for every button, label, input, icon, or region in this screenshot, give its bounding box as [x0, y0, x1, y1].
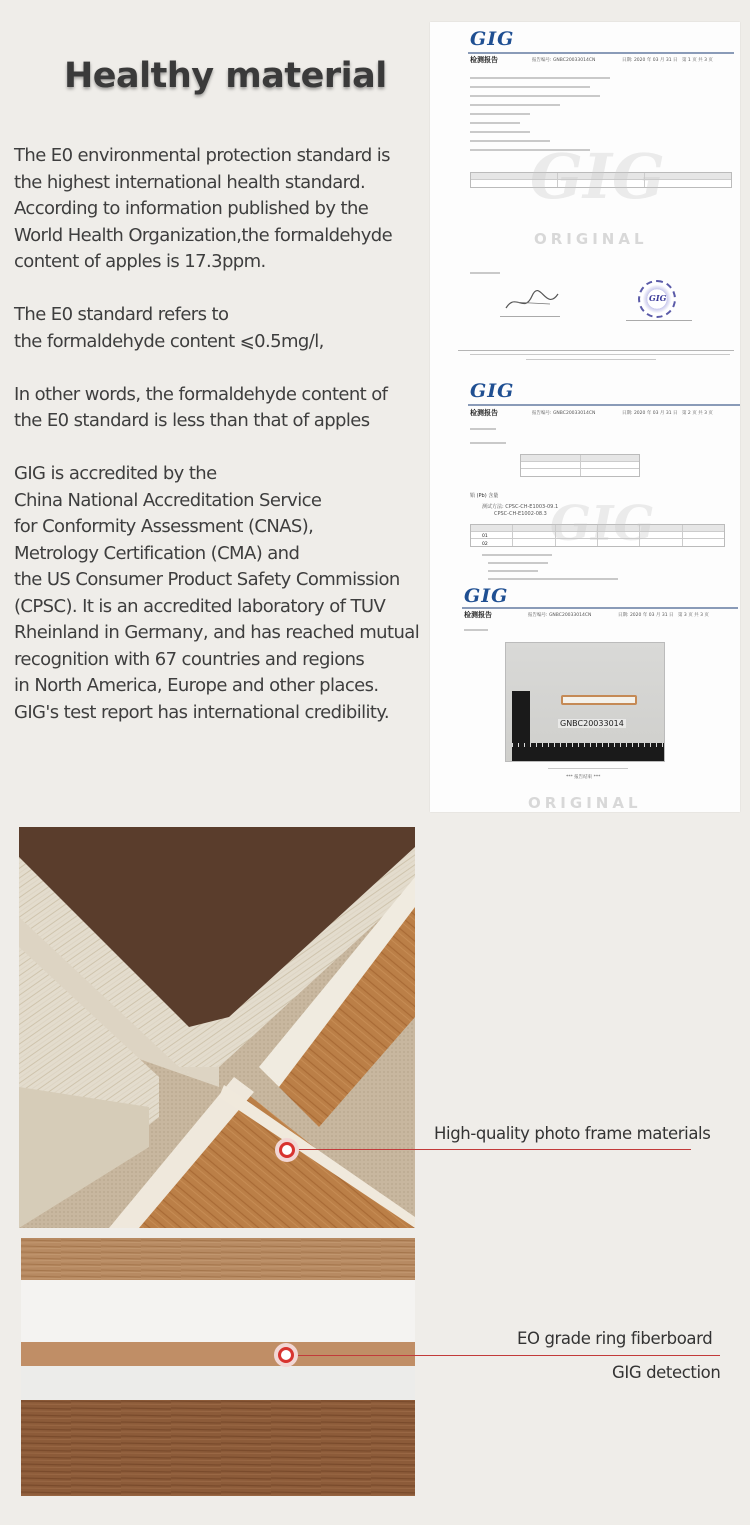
original-watermark: ORIGINAL — [528, 794, 642, 812]
text-line — [470, 131, 530, 133]
signature-image — [502, 286, 562, 316]
sample-strip — [561, 695, 637, 705]
gig-logo: GIG — [470, 380, 515, 402]
intro-paragraph-e0-standard: The E0 environmental protection standard is the highest international health standard. According to information published by the World Health Organization,the formaldehyde content of apples is 17.3ppm. — [14, 145, 393, 272]
seal-line — [626, 320, 692, 321]
text-line — [470, 77, 610, 79]
fiberboard-cross-section-photo — [21, 1238, 415, 1496]
page-headline: Healthy material — [64, 56, 387, 96]
sample-label: GNBC20033014 — [560, 719, 624, 728]
callout-frame-materials: High-quality photo frame materials — [434, 1124, 711, 1143]
report-page-number: 第 3 页 共 3 页 — [678, 613, 709, 618]
signature-line — [500, 316, 560, 317]
report-title: 检测报告 — [470, 56, 498, 64]
callout-dot-frame — [275, 1138, 299, 1162]
text-line — [470, 428, 496, 430]
report-title: 检测报告 — [470, 409, 498, 417]
report-header-rule — [468, 52, 734, 54]
callout-dot-fiberboard — [274, 1343, 298, 1367]
intro-paragraph-comparison: In other words, the formaldehyde content of the E0 standard is less than that of apples — [14, 383, 388, 431]
callout-fiberboard: EO grade ring fiberboard — [517, 1329, 713, 1348]
table-row-id: 02 — [482, 542, 488, 547]
report-date: 日期: 2020 年 03 月 31 日 — [622, 411, 678, 416]
footer-rule — [458, 350, 734, 351]
gig-watermark-logo: GIG — [530, 140, 665, 213]
report-header-rule — [462, 607, 738, 609]
text-line — [464, 629, 488, 631]
text-line — [470, 272, 500, 274]
report-end-note: *** 报告结束 *** — [566, 775, 601, 780]
gig-seal — [638, 280, 676, 318]
report-title: 检测报告 — [464, 611, 492, 619]
sample-table — [520, 454, 640, 477]
text-line — [470, 104, 560, 106]
report-number: 报告编号: GNBC20033014CN — [532, 411, 596, 416]
text-line — [470, 113, 530, 115]
gig-watermark-logo: GIG — [550, 496, 655, 552]
test-report-certificate — [430, 22, 740, 812]
test-method-2: CPSC-CH-E1002-08.3 — [494, 511, 547, 517]
gig-logo: GIG — [470, 28, 515, 50]
text-line — [488, 578, 618, 580]
frame-corner-photo — [19, 827, 415, 1228]
footer-text-line — [526, 359, 656, 360]
text-line — [488, 562, 548, 564]
report-page-number: 第 2 页 共 3 页 — [682, 411, 713, 416]
text-line — [470, 95, 600, 97]
intro-copy — [14, 143, 444, 726]
seal-text: GIG — [649, 293, 667, 303]
text-line — [470, 122, 520, 124]
report-number: 报告编号: GNBC20033014CN — [528, 613, 592, 618]
table-row-id: 01 — [482, 534, 488, 539]
lead-section-title: 铅 (Pb) 含量 — [470, 493, 499, 499]
report-date: 日期: 2020 年 03 月 31 日 — [622, 58, 678, 63]
report-header-rule — [468, 404, 740, 406]
text-line — [470, 86, 590, 88]
intro-paragraph-gig-accreditation: GIG is accredited by the China National Accreditation Service for Conformity Assessment (CNAS), Metrology Certification (CMA) and the US Consumer Product Safety Commission (CPSC). It is an accredited laboratory of TUV Rheinland in Germany, and has reached mutual recognition with 67 countries and regions in North America, Europe and other places. GIG's test report has international credibility. — [14, 463, 420, 723]
text-line — [488, 570, 538, 572]
ruler-ticks — [512, 743, 665, 747]
text-line — [482, 554, 552, 556]
original-watermark: ORIGINAL — [534, 230, 648, 248]
text-line — [470, 442, 506, 444]
sample-photo — [505, 642, 665, 762]
callout-gig-detection: GIG detection — [612, 1363, 721, 1382]
frame-corner-illustration — [19, 827, 415, 1228]
callout-line-fiberboard — [286, 1355, 720, 1356]
report-date: 日期: 2020 年 03 月 31 日 — [618, 613, 674, 618]
report-page-number: 第 1 页 共 3 页 — [682, 58, 713, 63]
report-number: 报告编号: GNBC20033014CN — [532, 58, 596, 63]
gig-logo: GIG — [464, 585, 509, 607]
test-method: 测试方法: CPSC-CH-E1003-09.1 — [482, 504, 559, 510]
intro-paragraph-e0-definition: The E0 standard refers to the formaldehyde content ⩽0.5mg/l, — [14, 304, 324, 352]
fiberboard-illustration — [21, 1238, 415, 1496]
caption-line — [548, 768, 628, 769]
footer-text-line — [470, 354, 730, 355]
callout-line-frame — [287, 1149, 691, 1150]
